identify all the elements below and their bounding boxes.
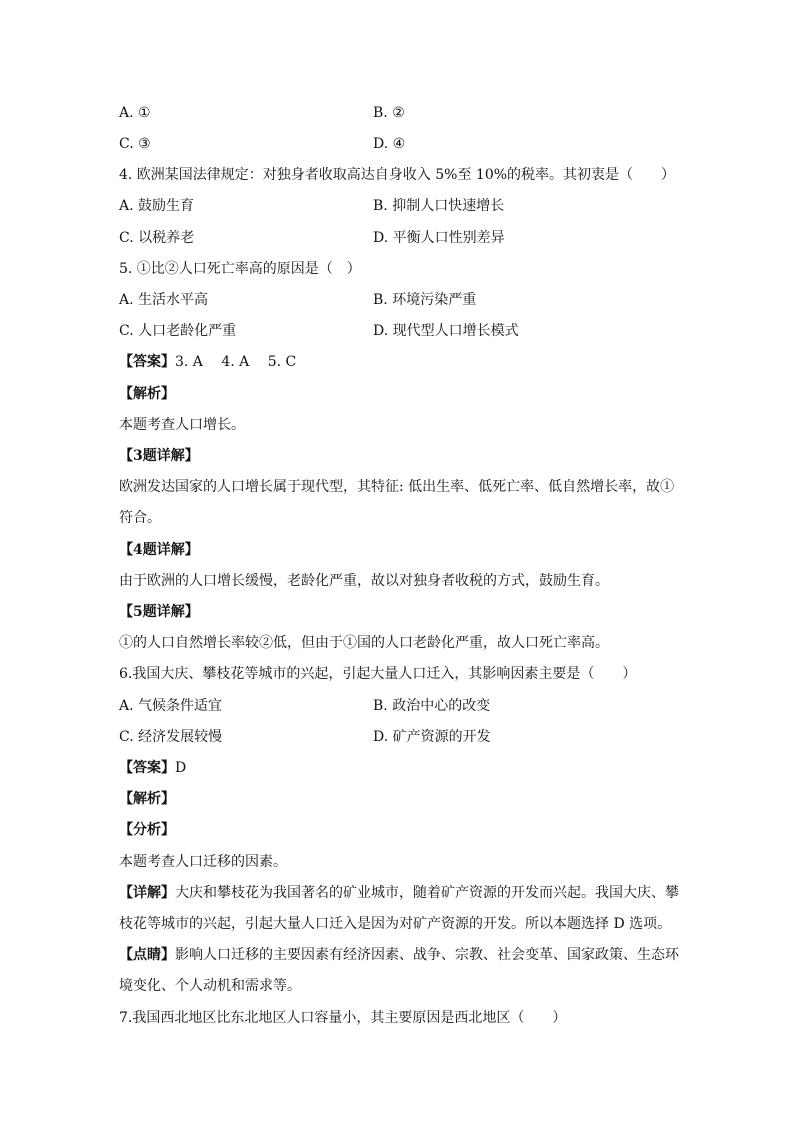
q3-option-b: B. ② — [373, 105, 405, 121]
q5-stem: 5. ①比②人口死亡率高的原因是（ ） — [119, 261, 361, 277]
answer-line-2 — [119, 759, 186, 777]
xiangjie-label: 【详解】 — [119, 885, 175, 901]
q4-option-d: D. 平衡人口性别差异 — [373, 230, 505, 246]
dianjing-text-1: 影响人口迁移的主要因素有经济因素、战争、宗教、社会变革、国家政策、生态环 — [175, 947, 679, 963]
fenxi-label: 【分析】 — [119, 822, 175, 838]
q6-stem: 6.我国大庆、攀枝花等城市的兴起，引起大量人口迁入，其影响因素主要是（ ） — [119, 666, 637, 682]
detail-3-label: 【3题详解】 — [119, 448, 199, 464]
fenxi-heading — [119, 821, 175, 839]
detail-3-line-1: 欧洲发达国家的人口增长属于现代型，其特征: 低出生率、低死亡率、低自然增长率，故① — [119, 479, 675, 495]
answer-label-2: 【答案】 — [119, 760, 175, 776]
detail-4-heading — [119, 541, 199, 559]
answer-text: 3. A 4. A 5. C — [175, 354, 297, 370]
xiangjie-text-1: 大庆和攀枝花为我国著名的矿业城市，随着矿产资源的开发而兴起。我国大庆、攀 — [175, 885, 679, 901]
xiangjie-line-1 — [119, 884, 679, 902]
q4-option-c: C. 以税养老 — [119, 230, 195, 246]
dianjing-line-2: 境变化、个人动机和需求等。 — [119, 978, 301, 994]
detail-4-label: 【4题详解】 — [119, 542, 199, 558]
q3-option-a: A. ① — [119, 105, 151, 121]
xiangjie-line-2: 枝花等城市的兴起，引起大量人口迁入是因为对矿产资源的开发。所以本题选择 D 选项。 — [119, 916, 672, 932]
detail-4-text: 由于欧洲的人口增长缓慢，老龄化严重，故以对独身者收税的方式，鼓励生育。 — [119, 573, 609, 589]
answer-line-1 — [119, 353, 296, 371]
analysis-text-1: 本题考查人口增长。 — [119, 417, 245, 433]
fenxi-text: 本题考查人口迁移的因素。 — [119, 854, 287, 870]
q5-option-c: C. 人口老龄化严重 — [119, 323, 237, 339]
q6-option-a: A. 气候条件适宜 — [119, 698, 223, 714]
q4-option-b: B. 抑制人口快速增长 — [373, 198, 505, 214]
q4-option-a: A. 鼓励生育 — [119, 198, 195, 214]
q6-option-b: B. 政治中心的改变 — [373, 698, 491, 714]
detail-3-heading — [119, 447, 199, 465]
q3-option-d: D. ④ — [373, 136, 406, 152]
detail-5-label: 【5题详解】 — [119, 604, 199, 620]
q7-stem: 7.我国西北地区比东北地区人口容量小，其主要原因是西北地区（ ） — [119, 1010, 567, 1026]
answer-text-2: D — [175, 760, 187, 776]
dianjing-line-1 — [119, 946, 679, 964]
analysis-heading-2 — [119, 790, 175, 808]
q5-option-b: B. 环境污染严重 — [373, 292, 477, 308]
q6-option-d: D. 矿产资源的开发 — [373, 729, 491, 745]
q6-option-c: C. 经济发展较慢 — [119, 729, 223, 745]
analysis-label: 【解析】 — [119, 386, 175, 402]
q5-option-a: A. 生活水平高 — [119, 292, 209, 308]
dianjing-label: 【点睛】 — [119, 947, 175, 963]
detail-3-line-2: 符合。 — [119, 510, 161, 526]
detail-5-text: ①的人口自然增长率较②低，但由于①国的人口老龄化严重，故人口死亡率高。 — [119, 635, 609, 651]
analysis-label-1 — [119, 385, 175, 403]
q3-option-c: C. ③ — [119, 136, 151, 152]
answer-label: 【答案】 — [119, 354, 175, 370]
detail-5-heading — [119, 603, 199, 621]
q4-stem: 4. 欧洲某国法律规定：对独身者收取高达自身收入 5%至 10%的税率。其初衷是（ ） — [119, 167, 676, 183]
q5-option-d: D. 现代型人口增长模式 — [373, 323, 519, 339]
analysis-label-2: 【解析】 — [119, 791, 175, 807]
